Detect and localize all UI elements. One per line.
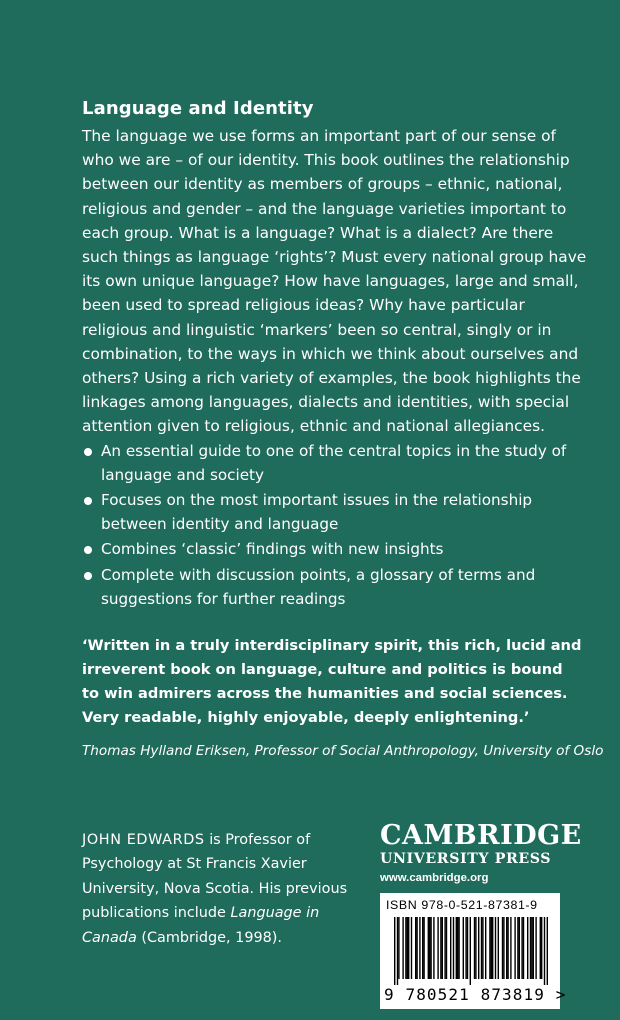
barcode-bar: [506, 917, 507, 979]
barcode-bar: [444, 917, 445, 979]
previous-book-title: Language in Canada: [82, 905, 320, 946]
barcode-bar: [467, 917, 468, 979]
barcode-bar: [544, 917, 545, 985]
barcode-bar: [507, 917, 508, 979]
barcode-icon: [394, 917, 548, 985]
barcode-bar: [419, 917, 420, 979]
barcode-bar: [405, 917, 406, 979]
barcode-bar: [475, 917, 476, 979]
isbn-label: ISBN 978-0-521-87381-9: [386, 898, 538, 912]
barcode-bar: [474, 917, 475, 979]
barcode-bar: [535, 917, 536, 979]
list-item: Focuses on the most important issues in the relationship between identity and language: [82, 489, 582, 536]
publisher-url: www.cambridge.org: [380, 872, 489, 884]
barcode-bar: [530, 917, 531, 979]
book-title: Language and Identity: [82, 98, 314, 119]
barcode-bar: [503, 917, 504, 979]
barcode-bar: [531, 917, 532, 979]
barcode-bar: [465, 917, 466, 979]
barcode-bar: [514, 917, 515, 979]
barcode-bar: [416, 917, 417, 979]
barcode-bar: [428, 917, 429, 979]
barcode-bar: [442, 917, 443, 979]
barcode-bar: [423, 917, 424, 979]
barcode-bar: [521, 917, 522, 979]
bullet-icon: [84, 572, 92, 580]
barcode-bar: [463, 917, 464, 979]
barcode-bar: [510, 917, 511, 979]
barcode-bar: [495, 917, 496, 979]
barcode-bar: [450, 917, 451, 979]
barcode-bar: [456, 917, 457, 979]
attribution-role: Professor of Social Anthropology, University of Oslo: [254, 743, 604, 759]
barcode-bar: [446, 917, 447, 979]
barcode-bar: [437, 917, 438, 979]
barcode-bar: [430, 917, 431, 979]
barcode-bar: [527, 917, 528, 979]
barcode-bar: [498, 917, 499, 979]
book-description: The language we use forms an important part of our sense of who we are – of our identity. This book outlines the relationship between our identity as members of groups – ethnic, national, religious and gender – and the language varieties important to each group. What is a language? What is a dialect? Are there such things as language ‘rights’? Must every national group have its own unique language? How have languages, large and small, been used to spread religious ideas? Why have particular religious and linguistic ‘markers’ been so central, singly or in combination, to the ways in which we think about ourselves and others? Using a rich variety of examples, the book highlights the linkages among languages, dialects and identities, with special attention given to religious, ethnic and national allegiances.: [82, 127, 587, 436]
bullet-icon: [84, 546, 92, 554]
barcode-bar: [429, 917, 430, 979]
barcode-bar: [457, 917, 458, 979]
barcode-bar: [478, 917, 479, 979]
barcode-bar: [491, 917, 492, 979]
barcode-bar: [415, 917, 416, 979]
author-name: JOHN EDWARDS: [82, 832, 205, 848]
author-bio: [82, 828, 362, 950]
feature-list: [82, 440, 582, 613]
barcode-bar: [411, 917, 412, 979]
publisher-block: [380, 822, 580, 884]
barcode-bar: [492, 917, 493, 979]
barcode-panel: [380, 893, 567, 1009]
bullet-icon: [84, 497, 92, 505]
barcode-bar: [541, 917, 542, 979]
barcode-bar: [440, 917, 441, 979]
barcode-bar: [458, 917, 459, 979]
publisher-subtitle: UNIVERSITY PRESS: [380, 851, 552, 867]
quote-attribution: [82, 740, 604, 762]
barcode-bar: [470, 917, 471, 985]
barcode-digits: 9 780521 873819 >: [384, 985, 567, 1004]
barcode-bar: [489, 917, 490, 979]
barcode-bar: [433, 917, 434, 979]
bio-text: is Professor of Psychology at St Francis Xavier University, Nova Scotia. His previous publications include: [82, 832, 348, 922]
barcode-bar: [517, 917, 518, 979]
barcode-bar: [523, 917, 524, 979]
barcode-bar: [402, 917, 403, 979]
barcode-bar: [482, 917, 483, 979]
barcode-bar: [453, 917, 454, 979]
barcode-bar: [397, 917, 398, 985]
barcode-bar: [547, 917, 548, 985]
barcode-bar: [422, 917, 423, 979]
list-item: Combines ‘classic’ findings with new insights: [82, 538, 582, 562]
barcode-bar: [533, 917, 534, 979]
list-item: An essential guide to one of the central topics in the study of language and society: [82, 440, 582, 487]
attribution-name: Thomas Hylland Eriksen,: [82, 743, 251, 759]
barcode-bar: [394, 917, 395, 985]
list-item: Complete with discussion points, a glossary of terms and suggestions for further readings: [82, 564, 582, 611]
bullet-icon: [84, 448, 92, 456]
endorsement-quote: ‘Written in a truly interdisciplinary spirit, this rich, lucid and irreverent book on language, culture and politics is bound to win admirers across the humanities and social sciences. Very readable, highly enjoyable, deeply enlightening.’: [82, 637, 582, 726]
barcode-bar: [481, 917, 482, 979]
barcode-bar: [407, 917, 408, 979]
barcode-bar: [485, 917, 486, 979]
barcode-bar: [540, 917, 541, 979]
barcode-bar: [502, 917, 503, 979]
barcode-bar: [398, 917, 399, 979]
barcode-bar: [519, 917, 520, 979]
barcode-bar: [408, 917, 409, 979]
publisher-logo: CAMBRIDGE: [380, 820, 582, 851]
bio-text-end: (Cambridge, 1998).: [141, 929, 282, 946]
